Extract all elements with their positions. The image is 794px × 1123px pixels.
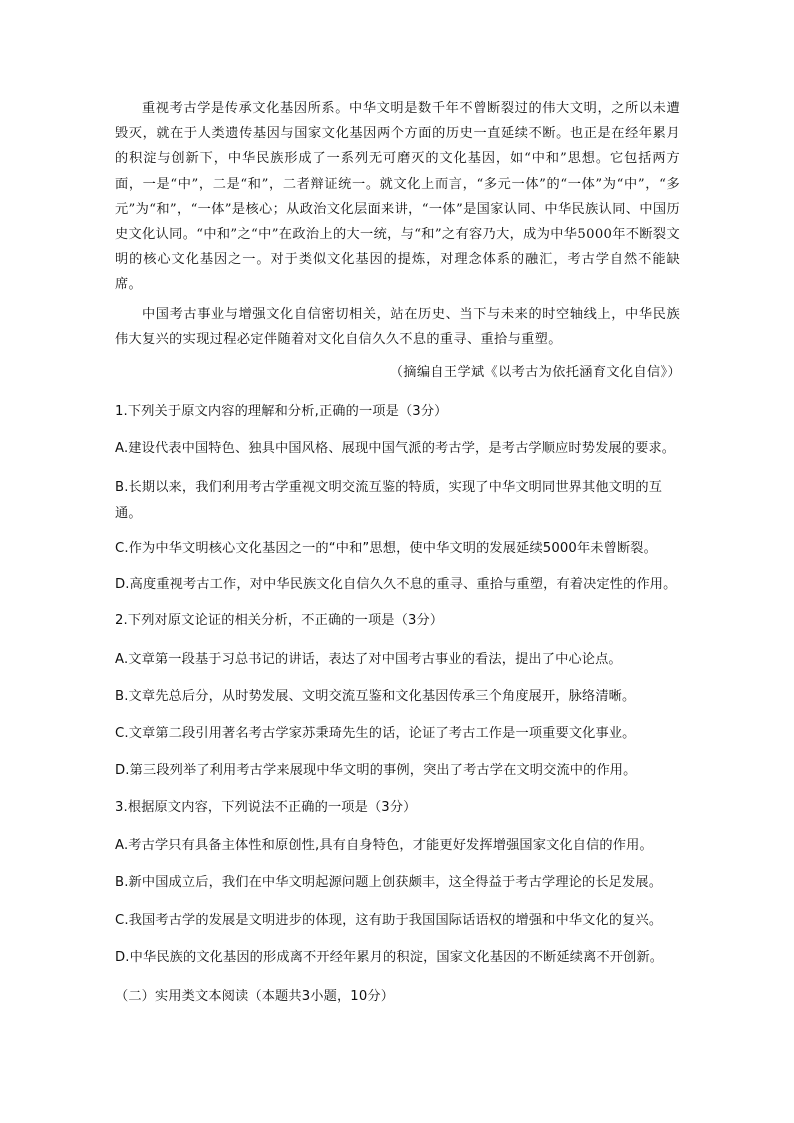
question-3-option-d: D.中华民族的文化基因的形成离不开经年累月的积淀，国家文化基因的不断延续离不开创新。 <box>115 950 664 965</box>
passage-paragraph-1: 重视考古学是传承文化基因所系。中华文明是数千年不曾断裂过的伟大文明，之所以未遭毁灭，就在于人类遗传基因与国家文化基因两个方面的历史一直延续不断。也正是在经年累月的积淀与创新下，中华民族形成了一系列无可磨灭的文化基因，如“中和”思想。它包括两方面，一是“中”，二是“和”，二者辩证统一。就文化上而言，“多元一体”的“一体”为“中”，“多元”为“和”，“一体”是核心；从政治文化层面来讲，“一体”是国家认同、中华民族认同、中国历史文化认同。“中和”之“中”在政治上的大一统，与“和”之有容乃大，成为中华5000年不断裂文明的核心文化基因之一。对于类似文化基因的提炼，对理念体系的融汇，考古学自然不能缺席。 <box>115 101 680 293</box>
question-2-option-b: B.文章先总后分，从时势发展、文明交流互鉴和文化基因传承三个角度展开，脉络清晰。 <box>115 689 636 704</box>
passage-paragraph-2: 中国考古事业与增强文化自信密切相关，站在历史、当下与未来的时空轴线上，中华民族伟大复兴的实现过程必定伴随着对文化自信久久不息的重寻、重拾与重塑。 <box>115 307 680 348</box>
question-2-option-d: D.第三段列举了利用考古学来展现中华文明的事例，突出了考古学在文明交流中的作用。 <box>115 763 637 778</box>
section-heading: （二）实用类文本阅读（本题共3小题，10分） <box>115 989 395 1004</box>
question-2-stem: 2.下列对原文论证的相关分析，不正确的一项是（3分） <box>115 613 444 628</box>
question-3-option-b: B.新中国成立后，我们在中华文明起源问题上创获颇丰，这全得益于考古学理论的长足发展。 <box>115 875 663 890</box>
question-3-stem: 3.根据原文内容，下列说法不正确的一项是（3分） <box>115 800 417 815</box>
question-1-option-a: A.建设代表中国特色、独具中国风格、展现中国气派的考古学，是考古学顺应时势发展的要求。 <box>115 441 676 456</box>
question-3-option-c: C.我国考古学的发展是文明进步的体现，这有助于我国国际话语权的增强和中华文化的复兴。 <box>115 913 663 928</box>
question-2-option-c: C.文章第二段引用著名考古学家苏秉琦先生的话，论证了考古工作是一项重要文化事业。 <box>115 726 636 741</box>
question-1-option-b: B.长期以来，我们利用考古学重视文明交流互鉴的特质，实现了中华文明同世界其他文明的互通。 <box>115 480 663 521</box>
question-1-option-c: C.作为中华文明核心文化基因之一的“中和”思想，使中华文明的发展延续5000年未曾断裂。 <box>115 541 657 556</box>
question-1-stem: 1.下列关于原文内容的理解和分析,正确的一项是（3分） <box>115 404 448 419</box>
question-2-option-a: A.文章第一段基于习总书记的讲话，表达了对中国考古事业的看法，提出了中心论点。 <box>115 652 622 667</box>
question-1-option-d: D.高度重视考古工作，对中华民族文化自信久久不息的重寻、重拾与重塑，有着决定性的作用。 <box>115 577 677 592</box>
question-3-option-a: A.考古学只有具备主体性和原创性,具有自身特色，才能更好发挥增强国家文化自信的作用。 <box>115 838 653 853</box>
passage-source: （摘编自王学斌《以考古为依托涵育文化自信》） <box>389 365 681 380</box>
